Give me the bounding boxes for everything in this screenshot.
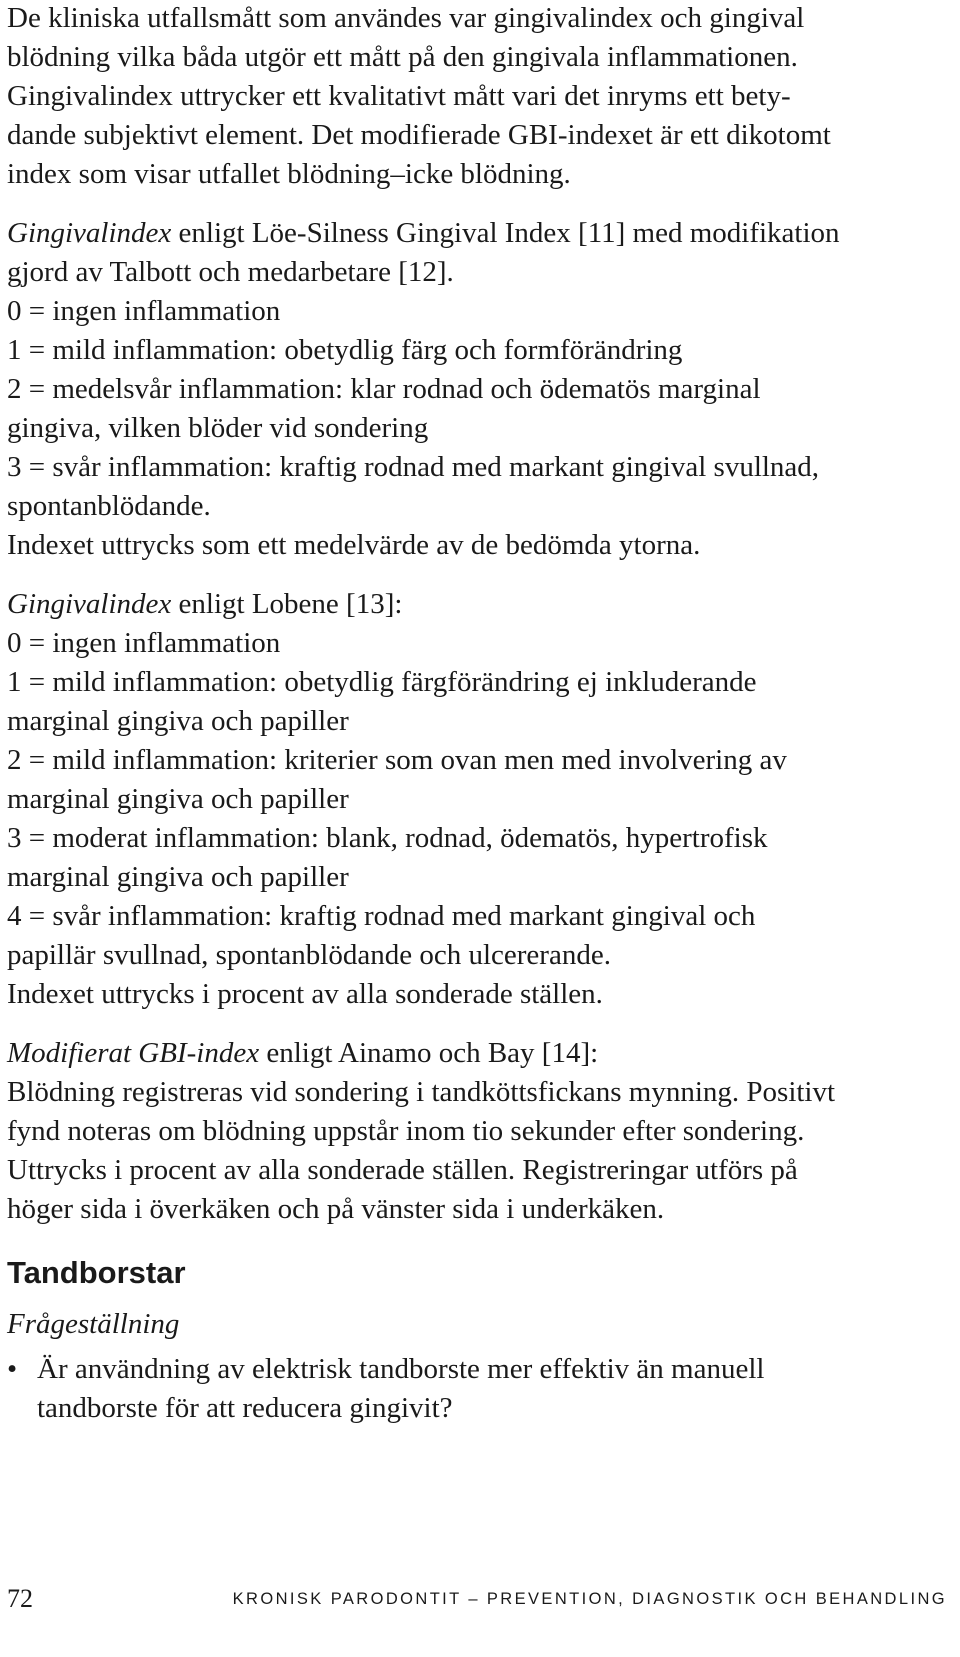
score-line: marginal gingiva och papiller (7, 861, 349, 893)
text-line: Blödning registreras vid sondering i tandköttsfickans mynning. Positivt (7, 1076, 836, 1108)
bullet-text-line: tandborste för att reducera gingivit? (37, 1392, 453, 1424)
modified-gbi-index (7, 1034, 947, 1229)
index-intro-text: enligt Lobene [13]: (171, 588, 403, 620)
score-line: 3 = svår inflammation: kraftig rodnad med markant gingival svullnad, (7, 451, 820, 483)
text-line: gjord av Talbott och medarbetare [12]. (7, 256, 454, 288)
score-line: gingiva, vilken blöder vid sondering (7, 412, 429, 444)
index-intro-text: enligt Ainamo och Bay [14]: (259, 1037, 599, 1069)
text-line: index som visar utfallet blödning–icke blödning. (7, 158, 571, 190)
page-number: 72 (7, 1584, 33, 1613)
section-heading: Tandborstar (7, 1255, 186, 1290)
index-intro (7, 214, 947, 253)
text-line: blödning vilka båda utgör ett mått på den gingivala inflammationen. (7, 41, 798, 73)
intro-paragraph (7, 0, 947, 194)
subheading-text: Frågeställning (7, 1308, 180, 1340)
score-line: 2 = mild inflammation: kriterier som ovan men med involvering av (7, 744, 787, 776)
score-line: Indexet uttrycks i procent av alla sonderade ställen. (7, 978, 603, 1010)
index-intro (7, 585, 947, 624)
text-line: dande subjektivt element. Det modifierade GBI-indexet är ett dikotomt (7, 119, 831, 151)
score-line: 1 = mild inflammation: obetydlig färgförändring ej inkluderande (7, 666, 757, 698)
score-line: 4 = svår inflammation: kraftig rodnad med markant gingival och (7, 900, 756, 932)
score-line: spontanblödande. (7, 490, 211, 522)
score-line: 3 = moderat inflammation: blank, rodnad, ödematös, hypertrofisk (7, 822, 768, 854)
score-line: 0 = ingen inflammation (7, 627, 281, 659)
index-term: Gingivalindex (7, 217, 172, 249)
bullet-icon: • (7, 1353, 18, 1385)
index-intro-text: enligt Löe-Silness Gingival Index [11] med modifikation (171, 217, 840, 249)
score-line: 0 = ingen inflammation (7, 295, 281, 327)
text-line: höger sida i överkäken och på vänster sida i underkäken. (7, 1193, 665, 1225)
index-term: Gingivalindex (7, 588, 172, 620)
gingival-index-lobene (7, 585, 947, 1014)
score-line: papillär svullnad, spontanblödande och ulcererande. (7, 939, 611, 971)
score-line: 1 = mild inflammation: obetydlig färg och formförändring (7, 334, 683, 366)
text-line: Gingivalindex uttrycker ett kvalitativt mått vari det inryms ett bety- (7, 80, 791, 112)
bullet-item (7, 1350, 947, 1428)
score-line: marginal gingiva och papiller (7, 705, 349, 737)
text-line: fynd noteras om blödning uppstår inom tio sekunder efter sondering. (7, 1115, 805, 1147)
text-line: De kliniska utfallsmått som användes var gingivalindex och gingival (7, 2, 805, 34)
gingival-index-loe-silness (7, 214, 947, 565)
score-line: marginal gingiva och papiller (7, 783, 349, 815)
page-content (7, 0, 947, 1428)
text-line: Uttrycks i procent av alla sonderade ställen. Registreringar utförs på (7, 1154, 798, 1186)
score-line: Indexet uttrycks som ett medelvärde av de bedömda ytorna. (7, 529, 701, 561)
section-subheading (7, 1305, 947, 1344)
index-intro (7, 1034, 947, 1073)
score-line: 2 = medelsvår inflammation: klar rodnad och ödematös marginal (7, 373, 761, 405)
bullet-text-line: Är användning av elektrisk tandborste mer effektiv än manuell (37, 1353, 765, 1385)
running-title: KRONISK PARODONTIT – PREVENTION, DIAGNOSTIK OCH BEHANDLING (232, 1590, 947, 1608)
index-term: Modifierat GBI-index (7, 1037, 260, 1069)
